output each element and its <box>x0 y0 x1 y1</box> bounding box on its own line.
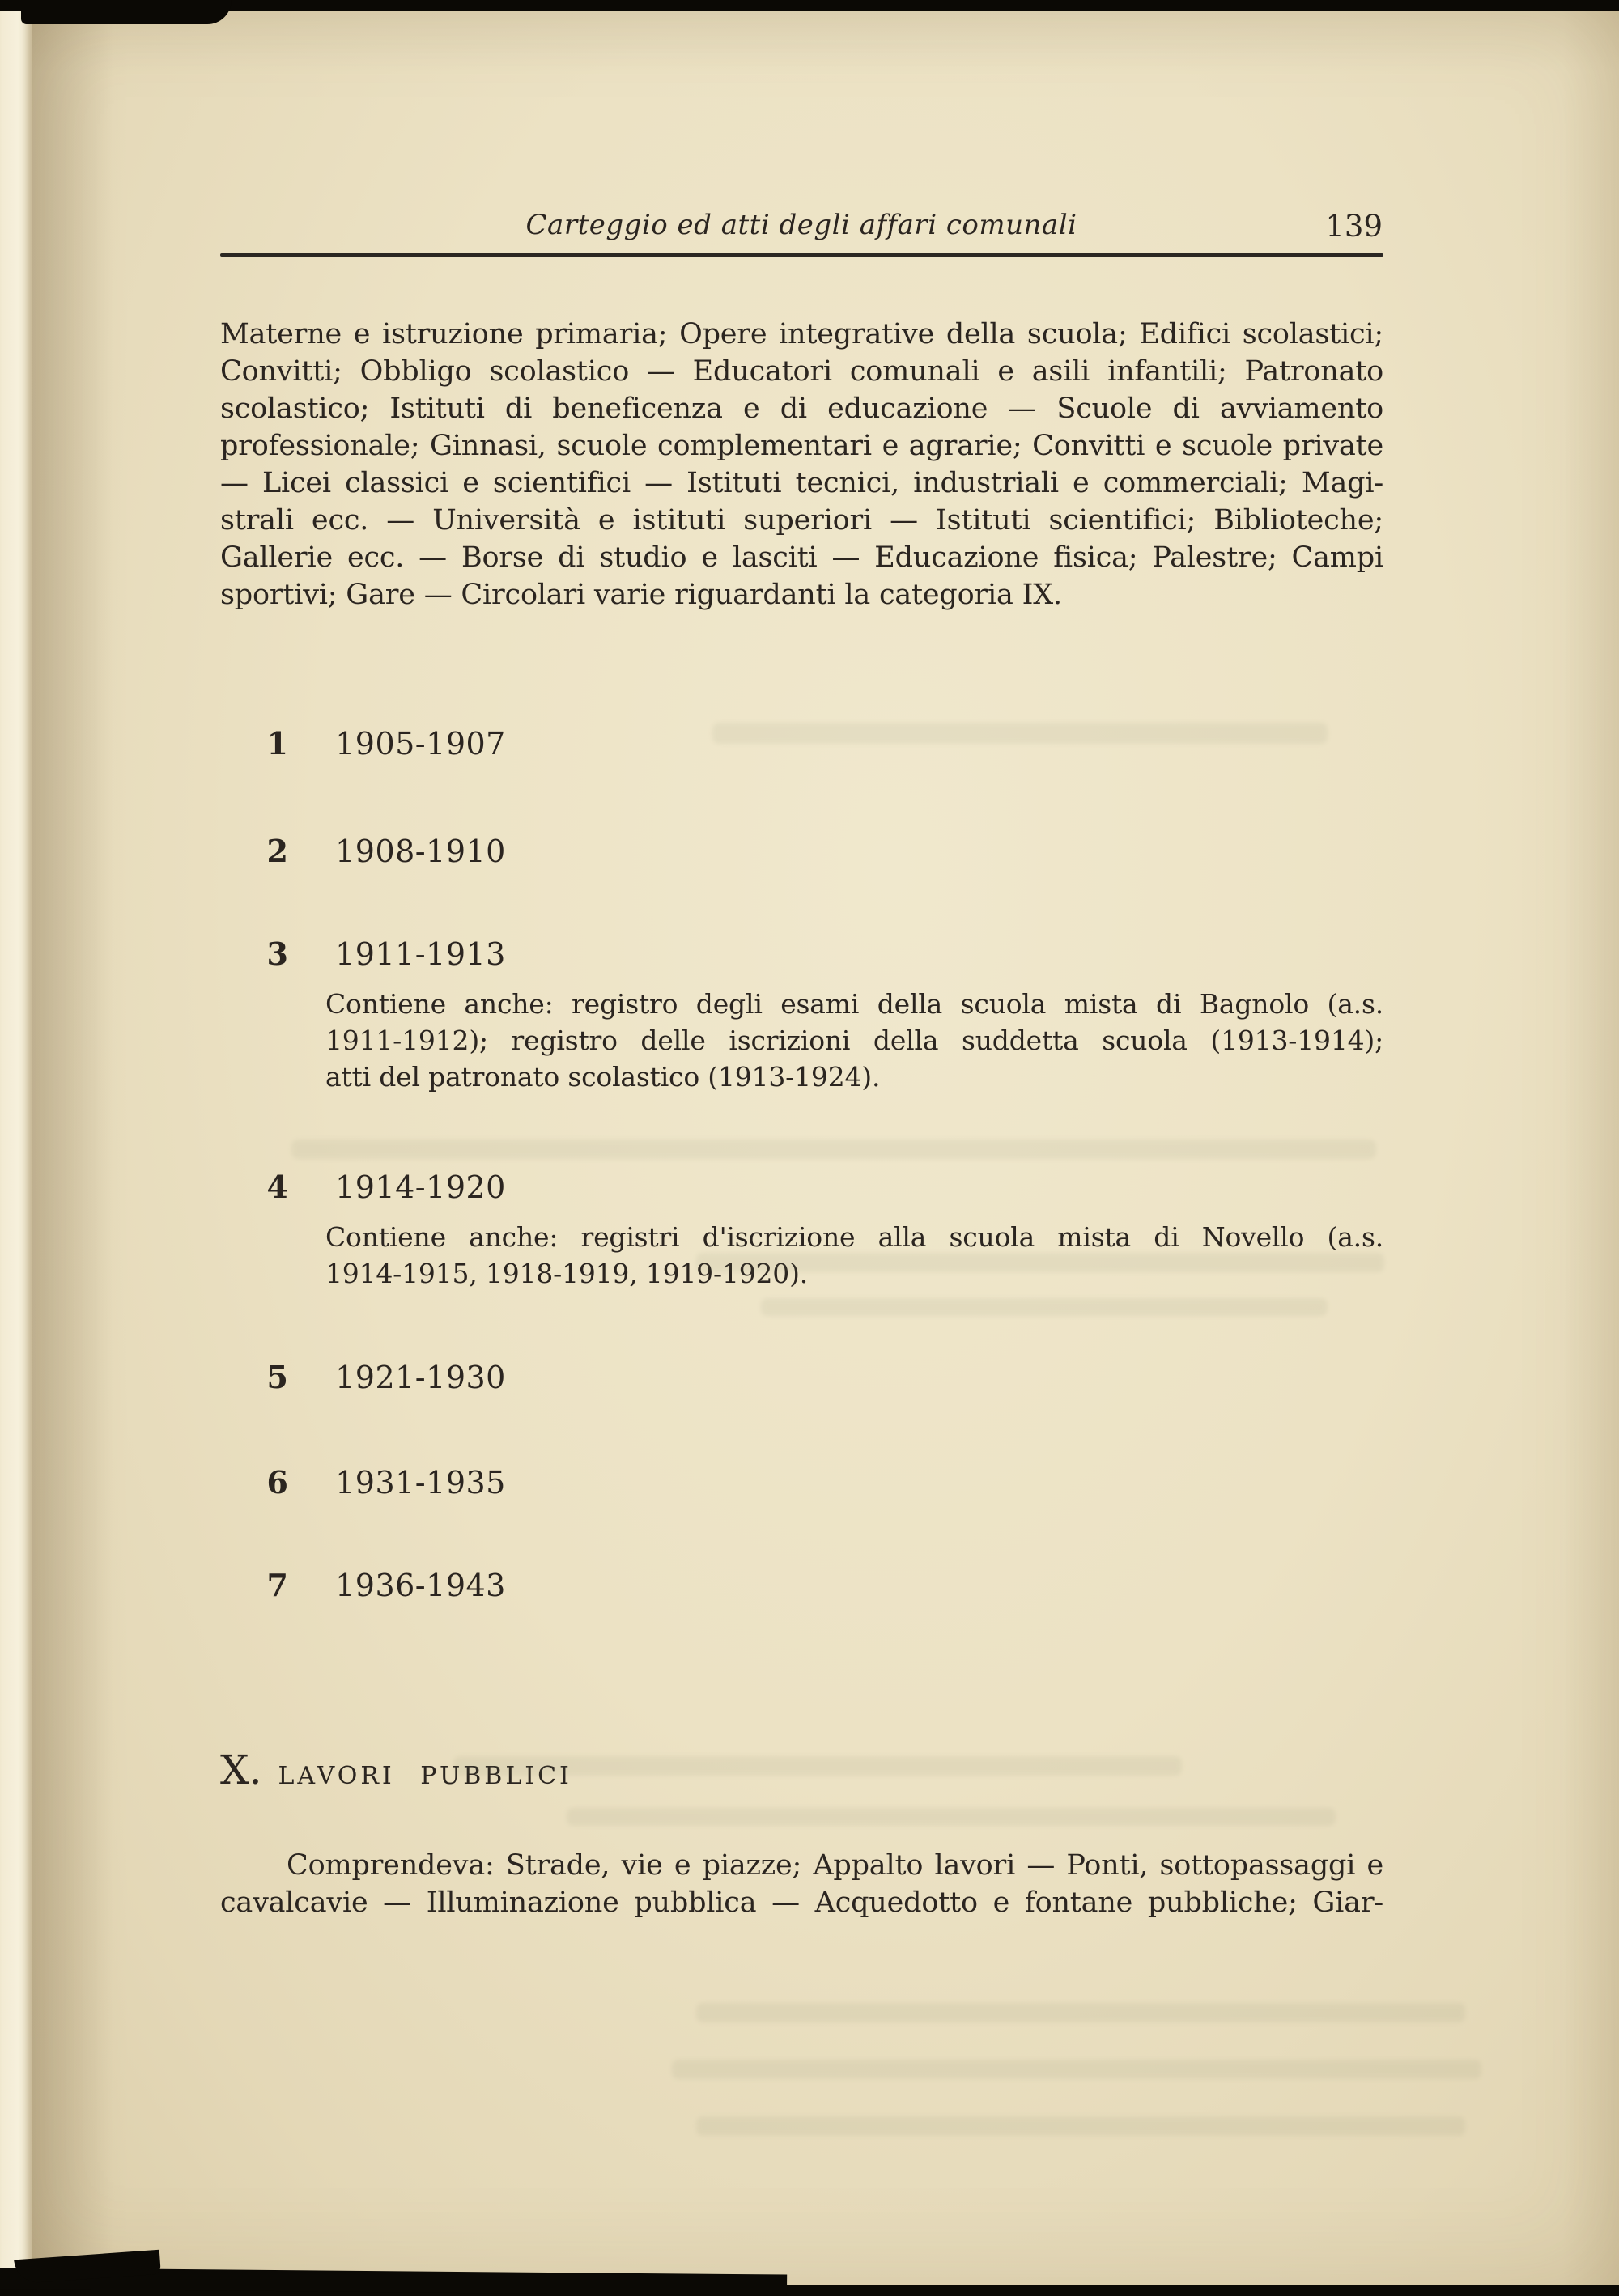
paragraph-line: sportivi; Gare — Circolari varie riguardanti la categoria IX. <box>220 579 1062 611</box>
page-number: 139 <box>1325 209 1383 244</box>
entry-number: 3 <box>266 936 288 972</box>
note-line: 1914-1915, 1918-1919, 1919-1920). <box>325 1258 809 1289</box>
page-curl-edge <box>0 0 32 2285</box>
gutter-shadow <box>32 0 113 2285</box>
note-line: atti del patronato scolastico (1913-1924). <box>325 1061 881 1093</box>
showthrough-smudge <box>761 1298 1328 1316</box>
paragraph-line: strali ecc. — Università e istituti superiori — Istituti scientifici; Biblioteche; <box>220 504 1383 537</box>
entry-number: 7 <box>266 1567 288 1603</box>
note-line: 1911-1912); registro delle iscrizioni della suddetta scuola (1913-1914); <box>325 1025 1383 1056</box>
showthrough-smudge <box>696 1253 1384 1272</box>
entry-number: 5 <box>266 1359 288 1395</box>
paragraph-line: scolastico; Istituti di beneficenza e di educazione — Scuole di avviamento <box>220 393 1383 425</box>
entry-number: 1 <box>266 725 288 762</box>
paragraph-line: Gallerie ecc. — Borse di studio e lasciti — Educazione fisica; Palestre; Campi <box>220 541 1383 574</box>
entry-row <box>253 936 506 972</box>
scan-edge-top <box>0 0 1619 11</box>
paragraph-line: Convitti; Obbligo scolastico — Educatori comunali e asili infantili; Patronato <box>220 355 1383 388</box>
entry-note <box>325 986 1383 1095</box>
entry-row <box>253 1169 506 1205</box>
category-description-paragraph <box>220 316 1383 613</box>
entry-years: 1911-1913 <box>335 936 506 972</box>
section-title: LAVORI PUBBLICI <box>278 1762 572 1790</box>
entry-years: 1921-1930 <box>335 1360 506 1395</box>
showthrough-smudge <box>291 1140 1376 1159</box>
scan-edge-top-corner <box>21 0 232 24</box>
entry-row <box>253 834 506 869</box>
entry-row <box>253 726 506 762</box>
paragraph-line: cavalcavie — Illuminazione pubblica — Acquedotto e fontane pubbliche; Giar- <box>220 1886 1383 1919</box>
paragraph-line: Materne e istruzione primaria; Opere integrative della scuola; Edifici scolastici; <box>220 318 1383 350</box>
showthrough-smudge <box>712 723 1328 744</box>
section-description-paragraph <box>220 1847 1383 1921</box>
showthrough-smudge <box>672 2060 1481 2079</box>
entry-years: 1931-1935 <box>335 1465 506 1500</box>
showthrough-smudge <box>453 1756 1182 1776</box>
showthrough-smudge <box>567 1808 1336 1826</box>
entry-years: 1908-1910 <box>335 834 506 869</box>
entry-number: 2 <box>266 833 288 869</box>
entry-number: 4 <box>266 1169 288 1205</box>
entry-row <box>253 1568 506 1603</box>
paragraph-line: professionale; Ginnasi, scuole complementari e agrarie; Convitti e scuole private <box>220 430 1383 462</box>
entry-number: 6 <box>266 1464 288 1500</box>
entry-years: 1914-1920 <box>335 1169 506 1205</box>
entry-years: 1905-1907 <box>335 726 506 762</box>
showthrough-smudge <box>696 2116 1465 2136</box>
header-rule <box>220 253 1383 257</box>
entry-years: 1936-1943 <box>335 1568 506 1603</box>
showthrough-smudge <box>696 2003 1465 2022</box>
note-line: Contiene anche: registro degli esami della scuola mista di Bagnolo (a.s. <box>325 988 1383 1020</box>
paragraph-line: — Licei classici e scientifici — Istituti tecnici, industriali e commerciali; Magi- <box>220 467 1383 499</box>
entry-row <box>253 1360 506 1395</box>
running-title: Carteggio ed atti degli affari comunali <box>525 209 1077 241</box>
note-line: Contiene anche: registri d'iscrizione alla scuola mista di Novello (a.s. <box>325 1221 1383 1253</box>
entry-row <box>253 1465 506 1500</box>
paragraph-line: Comprendeva: Strade, vie e piazze; Appalto lavori — Ponti, sottopassaggi e <box>287 1849 1383 1882</box>
section-numeral: X. <box>220 1746 262 1793</box>
